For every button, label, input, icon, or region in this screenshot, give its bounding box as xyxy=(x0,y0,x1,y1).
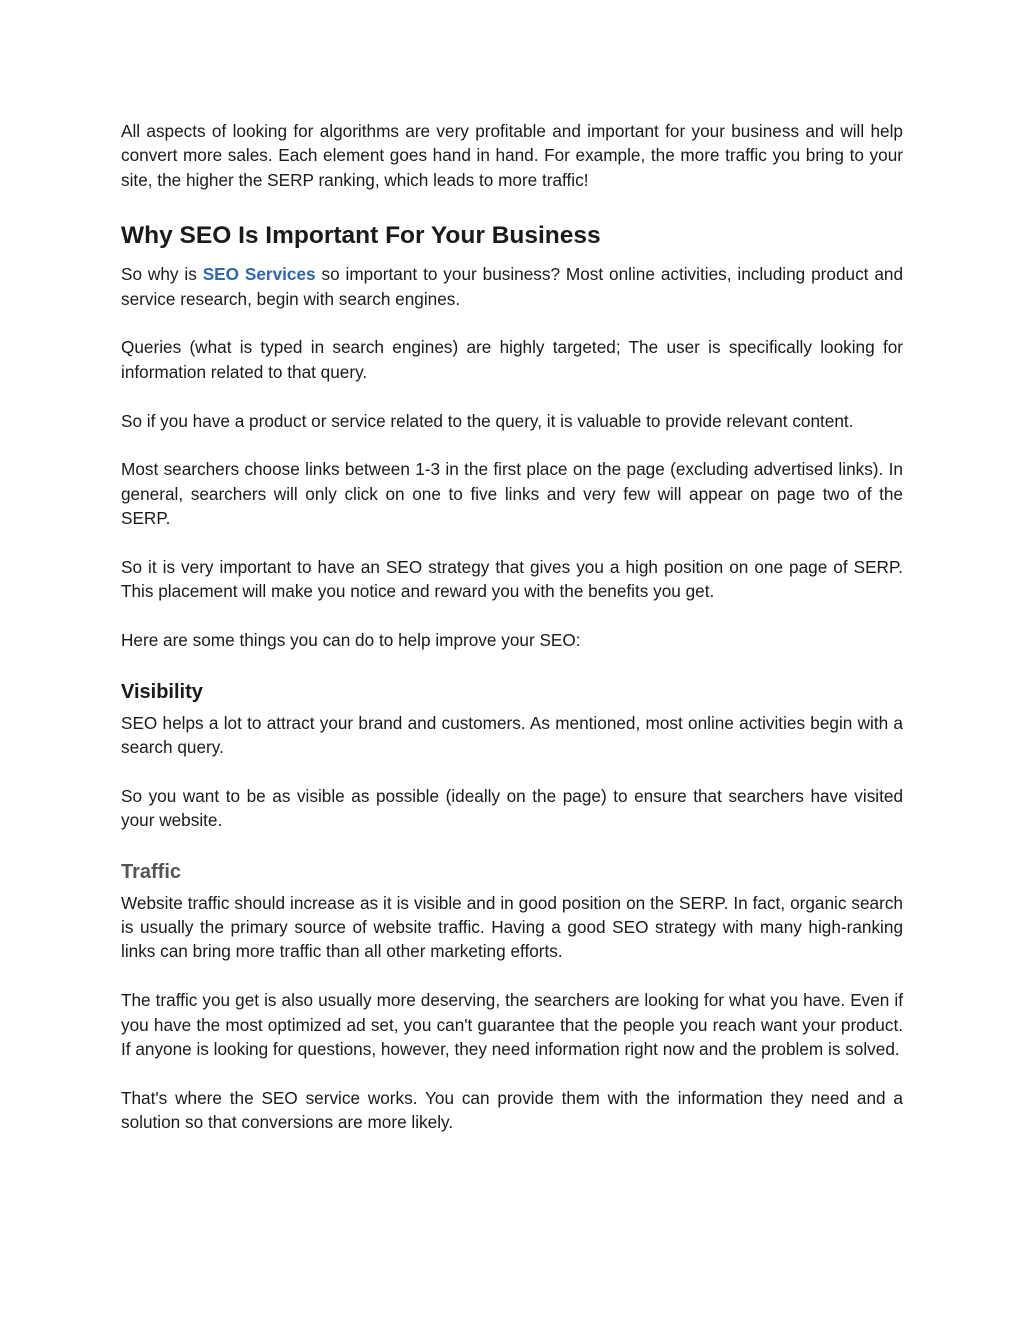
intro-paragraph: All aspects of looking for algorithms are very profitable and important for your business and will help convert more sales. Each element goes hand in hand. For example, the more traffic you bring to your site, the higher the SERP ranking, which leads to more traffic! xyxy=(121,121,903,190)
seo-services-link[interactable]: SEO Services xyxy=(202,264,316,285)
visibility-paragraph-2: So you want to be as visible as possible (ideally on the page) to ensure that searchers have visited your website. xyxy=(121,785,903,831)
traffic-paragraph-2: The traffic you get is also usually more deserving, the searchers are looking for what you have. Even if you have the most optimized ad set, you can't guarantee that the people you reach want your product. If anyone is looking for questions, however, they need information right now and the problem is solved. xyxy=(121,990,903,1060)
section-heading-why-seo: Why SEO Is Important For Your Business xyxy=(121,222,601,250)
subheading-visibility: Visibility xyxy=(121,680,203,703)
traffic-paragraph-1: Website traffic should increase as it is visible and in good position on the SERP. In fact, organic search is usually the primary source of website traffic. Having a good SEO strategy with many high-ranking links can bring more traffic than all other marketing efforts. xyxy=(121,892,903,962)
document-page xyxy=(121,119,903,1135)
why-seo-p1-after: so important to your business? Most online activities, including product and service research, begin with search engines. xyxy=(121,264,904,309)
subheading-traffic: Traffic xyxy=(121,860,182,883)
why-seo-paragraph-4: Most searchers choose links between 1-3 in the first place on the page (excluding advertised links). In general, searchers will only click on one to five links and very few will appear on page two of the SERP. xyxy=(121,459,903,529)
why-seo-paragraph-2: Queries (what is typed in search engines) are highly targeted; The user is specifically looking for information related to that query. xyxy=(121,337,903,382)
why-seo-p1-before: So why is xyxy=(121,264,203,285)
why-seo-paragraph-6: Here are some things you can do to help improve your SEO: xyxy=(121,630,581,651)
traffic-paragraph-3: That's where the SEO service works. You can provide them with the information they need and a solution so that conversions are more likely. xyxy=(121,1087,903,1133)
why-seo-paragraph-1 xyxy=(121,262,903,311)
visibility-paragraph-1: SEO helps a lot to attract your brand and customers. As mentioned, most online activities begin with a search query. xyxy=(121,712,903,758)
why-seo-paragraph-3: So if you have a product or service related to the query, it is valuable to provide relevant content. xyxy=(121,410,854,431)
why-seo-paragraph-5: So it is very important to have an SEO strategy that gives you a high position on one page of SERP. This placement will make you notice and reward you with the benefits you get. xyxy=(121,557,903,602)
